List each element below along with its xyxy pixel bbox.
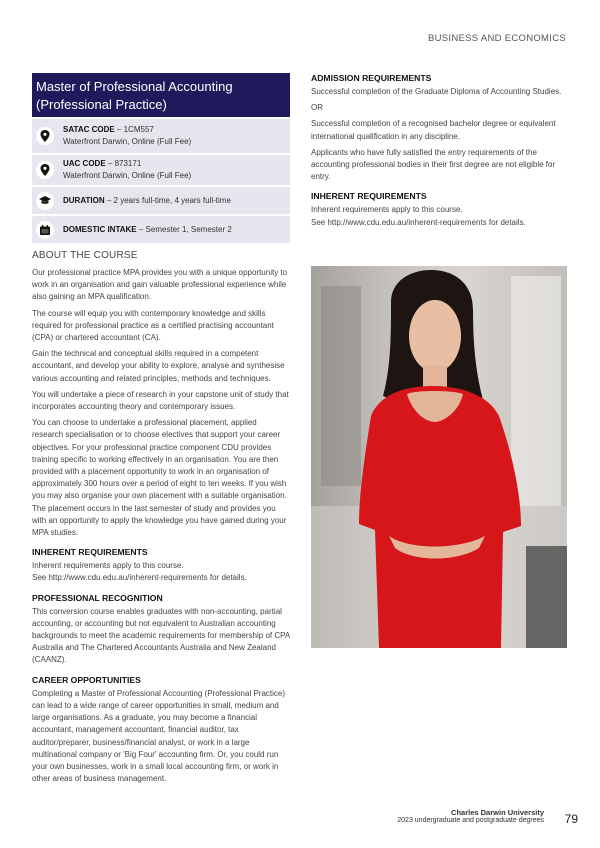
info-label: UAC CODE [63, 159, 106, 168]
intake-row [32, 216, 290, 243]
about-paragraph: Our professional practice MPA provides you with a unique opportunity to work in an organisation and gain valuable professional experience while also gaining an MPA qualification. [32, 268, 288, 302]
course-title: Master of Professional Accounting (Professional Practice) [32, 73, 290, 117]
right-column [311, 73, 567, 233]
calendar-icon [36, 221, 54, 239]
inherent-link[interactable]: See http://www.cdu.edu.au/inherent-requirements for details. [311, 217, 526, 227]
admission-or: OR [311, 103, 323, 113]
footer-subtitle: 2023 undergraduate and postgraduate degrees [397, 817, 544, 824]
about-paragraph: You will undertake a piece of research in your capstone unit of study that incorporates accounting theory and contemporary issues. [32, 389, 289, 412]
satac-code-row [32, 119, 290, 153]
inherent-text: Inherent requirements apply to this course. [32, 561, 184, 571]
info-label: SATAC CODE [63, 125, 115, 134]
inherent-text: Inherent requirements apply to this course. [311, 205, 463, 215]
location-pin-icon [36, 161, 54, 179]
left-column [32, 73, 290, 789]
section-header: BUSINESS AND ECONOMICS [427, 33, 566, 44]
about-paragraph: Gain the technical and conceptual skills required in a competent accountant, and develop your ability to explore, analyse and synthesise various accounting and related principles, methods and techniques. [32, 349, 285, 383]
page-number: 79 [564, 812, 578, 826]
footer-university: Charles Darwin University [451, 808, 544, 817]
inherent-heading: INHERENT REQUIREMENTS [311, 191, 427, 202]
graduation-cap-icon [36, 192, 54, 210]
about-paragraph: The course will equip you with contemporary knowledge and skills required for professional practice as a certified practising accountant (CPA) or chartered accountant (CA). [32, 308, 274, 343]
admission-text: Applicants who have fully satisfied the entry requirements of the accounting professional bodies in their first degree are not eligible for entry. [311, 147, 556, 182]
info-label: DURATION [63, 195, 105, 205]
info-sub: Waterfront Darwin, Online (Full Fee) [63, 171, 192, 180]
info-value: – Semester 1, Semester 2 [138, 224, 232, 234]
inherent-heading: INHERENT REQUIREMENTS [32, 547, 148, 558]
recognition-text: This conversion course enables graduates with non-accounting, partial accounting, or accounting but not equivalent to Australian accounting backgrounds to meet the academic requirements for membership of CPA Australia and The Chartered Accountants Australia and New Zealand (CAANZ). [32, 606, 290, 665]
career-heading: CAREER OPPORTUNITIES [32, 674, 141, 685]
info-sub: Waterfront Darwin, Online (Full Fee) [63, 137, 192, 146]
about-heading: ABOUT THE COURSE [32, 250, 138, 261]
duration-row [32, 187, 290, 214]
info-value: – 2 years full-time, 4 years full-time [106, 195, 231, 205]
uac-code-row [32, 155, 290, 185]
admission-text: Successful completion of the Graduate Diploma of Accounting Studies. [311, 87, 562, 96]
location-pin-icon [36, 127, 54, 145]
info-label: DOMESTIC INTAKE [63, 224, 137, 234]
career-text: Completing a Master of Professional Accounting (Professional Practice) can lead to a wide range of career opportunities in small, medium and large organisations. As a graduate, you may become a financial accountant, management accountant, financial auditor, tax auditor/preparer, business/financial analyst, or work in a large multinational company or 'Big Four' accounting firm. Or, you could run your own businesses, work in a small local accounting firm, or work in other areas of business management. [32, 688, 286, 784]
about-paragraph: You can choose to undertake a professional placement, applied research specialisation or to choose electives that support your career objectives. For your professional practice component CDU provides training specific to working effectively in an organisation. You are then provided with a placement opportunity to work in an organisation of approximately 300 hours over a period of eight to ten weeks. If you wish you may also organise your own placement with a suitable organisation. The placement occurs in the last semester of study and provides you with an opportunity to apply the knowledge you have gained during your MPA studies. [32, 418, 287, 538]
admission-heading: ADMISSION REQUIREMENTS [311, 73, 432, 83]
info-value: – 1CM557 [116, 125, 154, 134]
admission-text: Successful completion of a recognised bachelor degree or equivalent international qualification in any discipline. [311, 119, 556, 141]
info-value: – 873171 [107, 159, 142, 168]
recognition-heading: PROFESSIONAL RECOGNITION [32, 592, 163, 603]
student-photo [311, 266, 567, 648]
footer [397, 808, 544, 824]
inherent-link[interactable]: See http://www.cdu.edu.au/inherent-requirements for details. [32, 573, 247, 583]
